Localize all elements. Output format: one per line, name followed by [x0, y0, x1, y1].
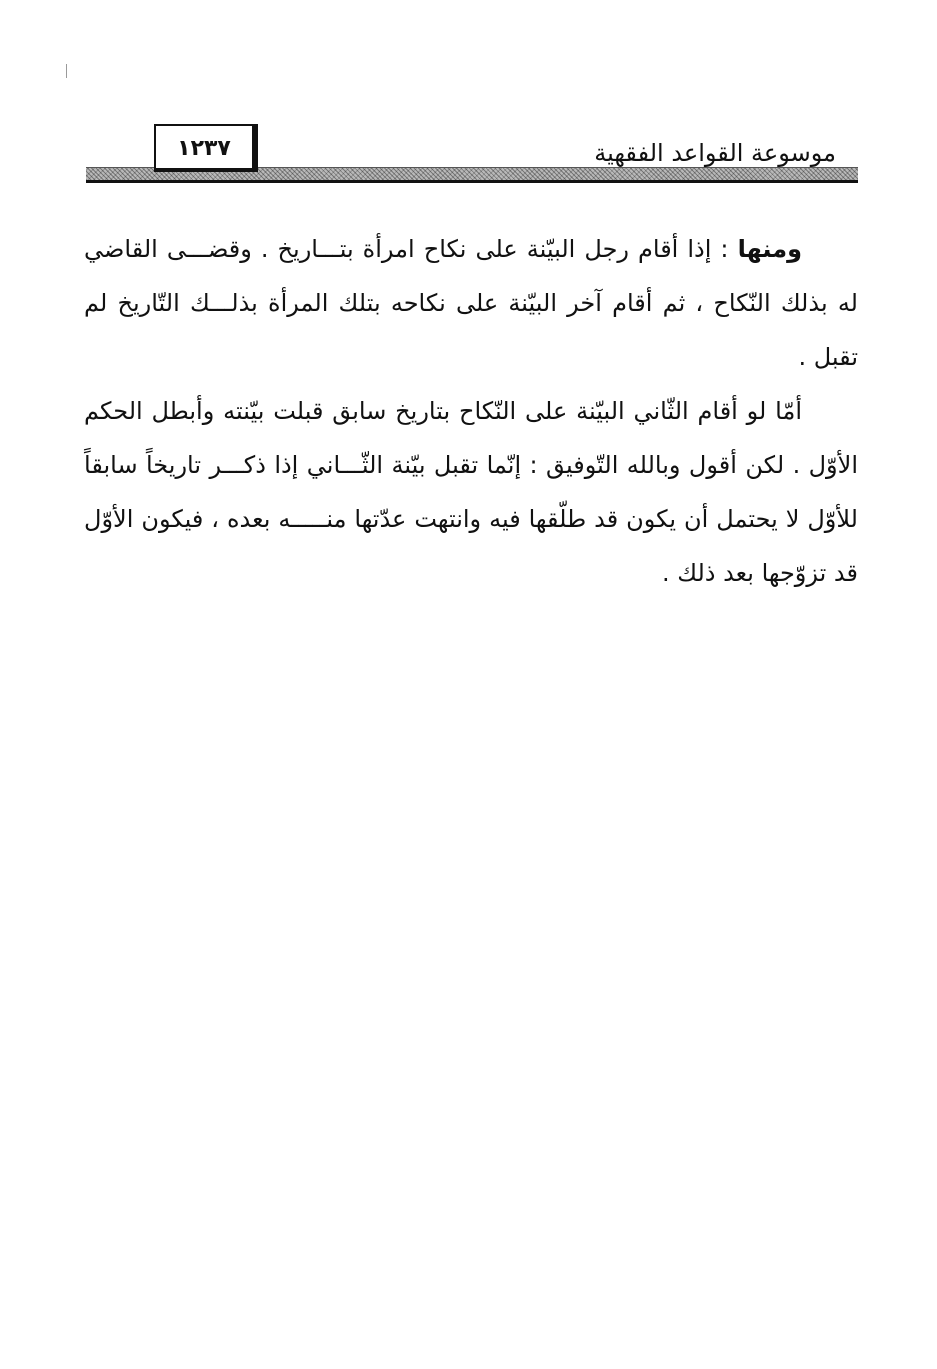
running-header [86, 124, 858, 184]
paragraph-2 [84, 384, 858, 600]
lead-word: ومنها [737, 235, 802, 263]
scan-mark [66, 64, 67, 78]
paragraph-1-text: : إذا أقام رجل البيّنة على نكاح امرأة بتـــاريخ . وقضـــى القاضي له بذلك النّكاح ، ثم أقام آخر البيّنة على نكاحه بتلك المرأة بذلـــك التّاريخ لم تقبل . [84, 235, 858, 371]
main-text [84, 222, 858, 600]
page-number: ١٢٣٧ [177, 136, 231, 161]
page-number-box [154, 124, 258, 172]
book-title: موسوعة القواعد الفقهية [594, 139, 836, 167]
paragraph-2-text: أمّا لو أقام الثّاني البيّنة على النّكاح بتاريخ سابق قبلت بيّنته وأبطل الحكم الأوّل . لكن أقول وبالله التّوفيق : إنّما تقبل بيّنة الثّـــاني إذا ذكـــر تاريخاً سابقاً للأوّل لا يحتمل أن يكون قد طلّقها فيه وانتهت عدّتها منـــــه بعده ، فيكون الأوّل قد تزوّجها بعد ذلك . [84, 397, 858, 587]
paragraph-1 [84, 222, 858, 384]
